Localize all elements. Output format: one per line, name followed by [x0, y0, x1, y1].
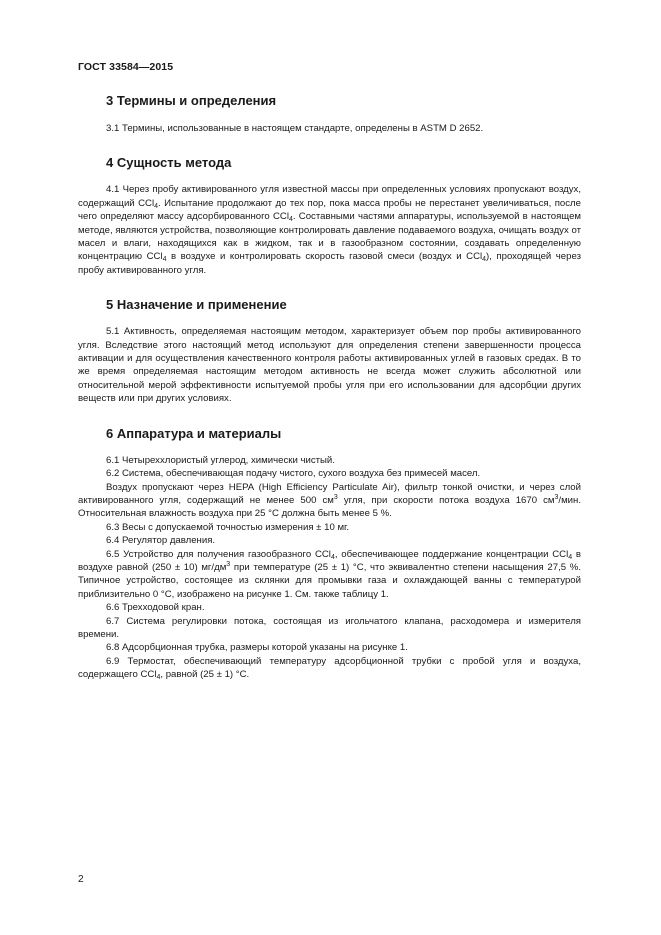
- paragraph: 6.6 Трехходовой кран.: [106, 602, 205, 614]
- paragraph: 6.2 Система, обеспечивающая подачу чистого, сухого воздуха без примесей масел.: [106, 468, 481, 480]
- paragraph: 6.9 Термостат, обеспечивающий температуру адсорбционной трубки с пробой угля и воздуха, содержащего CCl$_4$, равной (25 ± 1) °С.: [78, 655, 581, 682]
- document-number: ГОСТ 33584—2015: [78, 61, 174, 73]
- section-purpose: [78, 297, 581, 405]
- section-apparatus: [78, 426, 581, 682]
- page-number: 2: [78, 874, 84, 885]
- paragraph: 6.4 Регулятор давления.: [106, 535, 216, 547]
- paragraph: 5.1 Активность, определяемая настоящим методом, характеризует объем пор пробы активированного угля. Вследствие этого настоящий метод используют для определения степени завершенности процесса активации и для осуществления качественного контроля работы активированных углей в газовых средах. В то же время определяемая настоящим методом активность не всегда может служить абсолютной или относительной мерой эффективности испытуемой пробы угля при его использовании для адсорбции других веществ или при других условиях.: [78, 326, 581, 405]
- paragraph: 6.8 Адсорбционная трубка, размеры которой указаны на рисунке 1.: [106, 642, 408, 654]
- paragraph: 6.3 Весы с допускаемой точностью измерения ± 10 мг.: [106, 521, 350, 533]
- section-method-essence: [78, 155, 581, 277]
- paragraph: Воздух пропускают через HEPA (High Efficiency Particulate Air), фильтр тонкой очистки, и через слой активированного угля, содержащий не менее 500 $см^3$ угля, при скорости потока воздуха 1670 $см^3$/мин. Относительная влажность воздуха при 25 °С должна быть менее 5 %.: [78, 481, 581, 520]
- section-title: 4 Сущность метода: [106, 155, 232, 171]
- paragraph: 4.1 Через пробу активированного угля известной массы при определенных условиях пропускают воздух, содержащий CCl$_4$. Испытание продолжают до тех пор, пока масса пробы не перестанет увеличиваться, после чего определяют массу адсорбированного CCl$_4$. Составными частями аппаратуры, используемой в настоящем методе, являются устройства, позволяющие контролировать давление подаваемого воздуха, очищать воздух от масел и влаги, находящихся как в жидком, так и в газообразном состоянии, создавать определенную концентрацию CCl$_4$ в воздухе и контролировать скорость газовой смеси (воздух и CCl$_4$), проходящей через пробу активированного угля.: [78, 184, 581, 276]
- section-title: 5 Назначение и применение: [106, 297, 287, 313]
- paragraph: 6.7 Система регулировки потока, состоящая из игольчатого клапана, расходомера и измерителя времени.: [78, 615, 581, 640]
- section-title: 6 Аппаратура и материалы: [106, 425, 282, 441]
- document-body: [78, 93, 581, 682]
- section-title: 3 Термины и определения: [106, 93, 277, 108]
- paragraph: 6.1 Четыреххлористый углерод, химически чистый.: [106, 454, 335, 466]
- paragraph: 3.1 Термины, использованные в настоящем стандарте, определены в ASTM D 2652.: [106, 123, 484, 134]
- section-terms: [78, 93, 581, 135]
- paragraph: 6.5 Устройство для получения газообразного CCl$_4$, обеспечивающее поддержание концентрации CCl$_4$ в воздухе равной (250 ± 10) $мг/дм^3$ при температуре (25 ± 1) °С, что эквивалентно степени насыщения 27,5 %. Типичное устройство, состоящее из склянки для промывки газа и охлаждающей ванны с температурой приблизительно 0 °С, изображено на рисунке 1. См. также таблицу 1.: [78, 548, 582, 600]
